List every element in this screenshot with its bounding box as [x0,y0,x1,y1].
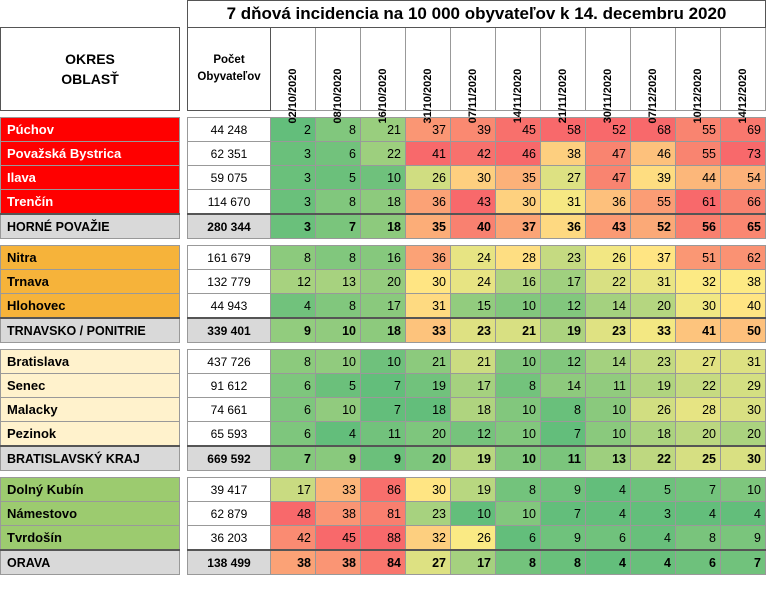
incidence-cell: 55 [631,190,676,215]
incidence-cell: 48 [271,502,316,526]
incidence-cell: 20 [676,422,721,447]
date-column-header [676,28,721,124]
incidence-cell: 42 [271,526,316,551]
incidence-cell: 8 [541,398,586,422]
incidence-cell: 16 [361,246,406,270]
incidence-cell: 55 [676,142,721,166]
incidence-cell: 6 [676,550,721,575]
incidence-cell: 37 [631,246,676,270]
incidence-cell: 10 [316,350,361,374]
date-column-header [496,28,541,124]
date-label: 07/11/2020 [467,68,479,124]
incidence-cell: 23 [631,350,676,374]
incidence-cell: 38 [541,142,586,166]
incidence-cell: 10 [451,502,496,526]
incidence-cell: 5 [316,166,361,190]
incidence-cell: 7 [271,446,316,471]
population-cell: 339 401 [188,318,271,343]
incidence-cell: 8 [316,294,361,319]
district-row [1,398,766,422]
population-cell: 437 726 [188,350,271,374]
date-label: 08/10/2020 [332,68,344,124]
incidence-cell: 36 [406,190,451,215]
incidence-cell: 37 [406,118,451,142]
incidence-cell: 50 [721,318,766,343]
incidence-cell: 14 [586,350,631,374]
incidence-cell: 10 [496,350,541,374]
okres-label: OKRES [65,51,115,67]
incidence-cell: 33 [316,478,361,502]
incidence-cell: 26 [586,246,631,270]
population-cell: 62 351 [188,142,271,166]
incidence-cell: 5 [631,478,676,502]
incidence-cell: 19 [631,374,676,398]
district-name: Ilava [1,166,180,190]
incidence-cell: 33 [406,318,451,343]
incidence-cell: 7 [676,478,721,502]
incidence-cell: 14 [586,294,631,319]
incidence-cell: 65 [721,214,766,239]
district-name: Bratislava [1,350,180,374]
incidence-cell: 46 [631,142,676,166]
incidence-cell: 30 [406,478,451,502]
incidence-cell: 4 [586,502,631,526]
incidence-cell: 10 [586,398,631,422]
incidence-cell: 39 [451,118,496,142]
incidence-cell: 36 [586,190,631,215]
incidence-cell: 66 [721,190,766,215]
incidence-cell: 33 [631,318,676,343]
incidence-cell: 84 [361,550,406,575]
incidence-cell: 4 [721,502,766,526]
incidence-cell: 25 [676,446,721,471]
population-cell: 62 879 [188,502,271,526]
obyvatelov-label: Obyvateľov [197,71,261,83]
incidence-cell: 12 [541,294,586,319]
date-column-header [271,28,316,124]
incidence-cell: 21 [451,350,496,374]
incidence-cell: 28 [676,398,721,422]
district-name: Senec [1,374,180,398]
incidence-cell: 27 [676,350,721,374]
incidence-cell: 15 [451,294,496,319]
region-name: ORAVA [1,550,180,575]
date-label: 07/12/2020 [647,68,659,124]
incidence-cell: 3 [271,190,316,215]
incidence-cell: 20 [721,422,766,447]
incidence-cell: 17 [451,374,496,398]
incidence-cell: 11 [541,446,586,471]
incidence-cell: 8 [496,478,541,502]
incidence-cell: 14 [541,374,586,398]
incidence-cell: 8 [316,246,361,270]
incidence-cell: 31 [721,350,766,374]
incidence-cell: 8 [271,246,316,270]
incidence-cell: 30 [721,398,766,422]
incidence-cell: 10 [316,398,361,422]
incidence-cell: 5 [316,374,361,398]
incidence-cell: 10 [316,318,361,343]
incidence-cell: 19 [406,374,451,398]
incidence-cell: 10 [496,446,541,471]
incidence-cell: 42 [451,142,496,166]
region-name: TRNAVSKO / PONITRIE [1,318,180,343]
population-cell: 280 344 [188,214,271,239]
incidence-cell: 13 [586,446,631,471]
incidence-cell: 46 [496,142,541,166]
population-cell: 59 075 [188,166,271,190]
incidence-cell: 17 [451,550,496,575]
incidence-cell: 9 [721,526,766,551]
incidence-cell: 19 [541,318,586,343]
incidence-cell: 7 [721,550,766,575]
incidence-cell: 58 [541,118,586,142]
incidence-cell: 8 [496,550,541,575]
incidence-cell: 35 [406,214,451,239]
incidence-cell: 43 [451,190,496,215]
incidence-cell: 9 [271,318,316,343]
district-row [1,422,766,447]
incidence-cell: 69 [721,118,766,142]
incidence-cell: 10 [361,350,406,374]
incidence-cell: 47 [586,166,631,190]
district-row [1,246,766,270]
incidence-cell: 10 [496,502,541,526]
incidence-cell: 20 [406,446,451,471]
incidence-cell: 28 [496,246,541,270]
incidence-cell: 4 [586,478,631,502]
incidence-cell: 2 [271,118,316,142]
incidence-cell: 30 [721,446,766,471]
incidence-cell: 10 [496,422,541,447]
incidence-cell: 38 [316,550,361,575]
incidence-cell: 26 [406,166,451,190]
incidence-cell: 31 [406,294,451,319]
date-column-header [631,28,676,124]
district-name: Púchov [1,118,180,142]
incidence-cell: 44 [676,166,721,190]
district-row [1,166,766,190]
district-name: Tvrdošín [1,526,180,551]
incidence-cell: 26 [631,398,676,422]
incidence-cell: 3 [271,166,316,190]
incidence-cell: 10 [496,398,541,422]
incidence-cell: 22 [676,374,721,398]
incidence-cell: 4 [631,526,676,551]
date-label: 14/12/2020 [737,68,749,124]
incidence-cell: 19 [451,478,496,502]
incidence-cell: 24 [451,270,496,294]
incidence-cell: 8 [316,118,361,142]
incidence-cell: 19 [451,446,496,471]
incidence-cell: 54 [721,166,766,190]
incidence-cell: 4 [676,502,721,526]
population-cell: 44 248 [188,118,271,142]
incidence-cell: 38 [721,270,766,294]
incidence-cell: 31 [631,270,676,294]
population-cell: 44 943 [188,294,271,319]
incidence-cell: 73 [721,142,766,166]
date-label: 10/12/2020 [692,68,704,124]
incidence-cell: 10 [361,166,406,190]
incidence-cell: 18 [631,422,676,447]
incidence-cell: 9 [541,478,586,502]
incidence-cell: 18 [451,398,496,422]
incidence-cell: 6 [586,526,631,551]
incidence-cell: 18 [361,318,406,343]
incidence-cell: 9 [316,446,361,471]
incidence-cell: 20 [361,270,406,294]
incidence-cell: 4 [586,550,631,575]
incidence-cell: 62 [721,246,766,270]
region-summary-row [1,318,766,343]
incidence-cell: 7 [361,398,406,422]
okres-header [1,28,180,111]
incidence-cell: 35 [496,166,541,190]
incidence-cell: 45 [496,118,541,142]
incidence-cell: 41 [676,318,721,343]
district-name: Námestovo [1,502,180,526]
date-label: 21/11/2020 [557,68,569,124]
oblast-label: OBLASŤ [61,71,119,87]
region-name: HORNÉ POVAŽIE [1,214,180,239]
date-column-header [541,28,586,124]
incidence-cell: 17 [361,294,406,319]
incidence-cell: 21 [496,318,541,343]
date-label: 14/11/2020 [512,68,524,124]
incidence-cell: 10 [586,422,631,447]
incidence-cell: 22 [361,142,406,166]
incidence-cell: 81 [361,502,406,526]
region-summary-row [1,214,766,239]
incidence-cell: 8 [316,190,361,215]
date-column-header [586,28,631,124]
incidence-cell: 29 [721,374,766,398]
incidence-cell: 17 [541,270,586,294]
incidence-cell: 6 [316,142,361,166]
district-name: Trenčín [1,190,180,215]
incidence-cell: 32 [676,270,721,294]
incidence-cell: 7 [541,422,586,447]
pocet-label: Počet [213,54,245,66]
population-cell: 114 670 [188,190,271,215]
incidence-cell: 17 [271,478,316,502]
incidence-cell: 16 [496,270,541,294]
incidence-cell: 6 [271,374,316,398]
date-column-header [406,28,451,124]
population-cell: 74 661 [188,398,271,422]
incidence-cell: 32 [406,526,451,551]
incidence-cell: 10 [496,294,541,319]
district-row [1,294,766,319]
incidence-cell: 43 [586,214,631,239]
incidence-cell: 4 [271,294,316,319]
incidence-cell: 68 [631,118,676,142]
district-row [1,350,766,374]
incidence-cell: 11 [586,374,631,398]
incidence-cell: 23 [586,318,631,343]
incidence-cell: 21 [361,118,406,142]
incidence-cell: 36 [406,246,451,270]
district-row [1,502,766,526]
incidence-cell: 36 [541,214,586,239]
population-cell: 91 612 [188,374,271,398]
incidence-cell: 61 [676,190,721,215]
incidence-cell: 30 [406,270,451,294]
incidence-cell: 24 [451,246,496,270]
incidence-cell: 4 [316,422,361,447]
incidence-cell: 20 [631,294,676,319]
region-name: BRATISLAVSKÝ KRAJ [1,446,180,471]
district-name: Dolný Kubín [1,478,180,502]
population-cell: 132 779 [188,270,271,294]
incidence-cell: 18 [361,214,406,239]
date-column-header [361,28,406,124]
district-row [1,270,766,294]
incidence-cell: 45 [316,526,361,551]
population-cell: 39 417 [188,478,271,502]
incidence-cell: 6 [496,526,541,551]
incidence-cell: 12 [451,422,496,447]
incidence-cell: 13 [316,270,361,294]
incidence-cell: 12 [541,350,586,374]
district-name: Hlohovec [1,294,180,319]
incidence-cell: 37 [496,214,541,239]
incidence-cell: 40 [721,294,766,319]
population-cell: 138 499 [188,550,271,575]
incidence-cell: 3 [271,214,316,239]
date-label: 02/10/2020 [287,68,299,124]
incidence-cell: 9 [541,526,586,551]
incidence-cell: 27 [406,550,451,575]
incidence-cell: 38 [271,550,316,575]
incidence-cell: 52 [631,214,676,239]
incidence-cell: 10 [721,478,766,502]
population-cell: 36 203 [188,526,271,551]
incidence-cell: 55 [676,118,721,142]
incidence-cell: 56 [676,214,721,239]
population-cell: 669 592 [188,446,271,471]
district-name: Pezinok [1,422,180,447]
incidence-cell: 22 [631,446,676,471]
incidence-cell: 23 [451,318,496,343]
district-name: Malacky [1,398,180,422]
incidence-cell: 27 [541,166,586,190]
incidence-cell: 8 [541,550,586,575]
district-name: Trnava [1,270,180,294]
incidence-cell: 30 [451,166,496,190]
incidence-cell: 39 [631,166,676,190]
incidence-cell: 47 [586,142,631,166]
incidence-cell: 8 [496,374,541,398]
incidence-cell: 20 [406,422,451,447]
incidence-cell: 23 [406,502,451,526]
incidence-cell: 18 [361,190,406,215]
incidence-cell: 4 [631,550,676,575]
incidence-cell: 8 [676,526,721,551]
incidence-cell: 6 [271,398,316,422]
incidence-cell: 23 [541,246,586,270]
incidence-cell: 26 [451,526,496,551]
pocet-header [188,28,271,111]
incidence-cell: 30 [496,190,541,215]
incidence-cell: 7 [316,214,361,239]
incidence-cell: 52 [586,118,631,142]
incidence-cell: 12 [271,270,316,294]
table-title: 7 dňová incidencia na 10 000 obyvateľov k 14. decembru 2020 [188,1,766,28]
district-name: Nitra [1,246,180,270]
date-column-header [451,28,496,124]
date-column-header [721,28,766,124]
incidence-cell: 18 [406,398,451,422]
incidence-cell: 7 [361,374,406,398]
incidence-cell: 88 [361,526,406,551]
incidence-cell: 21 [406,350,451,374]
region-summary-row [1,550,766,575]
incidence-cell: 40 [451,214,496,239]
district-row [1,190,766,215]
incidence-cell: 3 [631,502,676,526]
incidence-cell: 7 [541,502,586,526]
district-name: Považská Bystrica [1,142,180,166]
region-summary-row [1,446,766,471]
incidence-cell: 3 [271,142,316,166]
incidence-cell: 11 [361,422,406,447]
district-row [1,142,766,166]
incidence-cell: 9 [361,446,406,471]
population-cell: 161 679 [188,246,271,270]
district-row [1,478,766,502]
incidence-cell: 86 [361,478,406,502]
date-column-header [316,28,361,124]
incidence-cell: 30 [676,294,721,319]
incidence-cell: 41 [406,142,451,166]
date-label: 30/11/2020 [602,68,614,124]
population-cell: 65 593 [188,422,271,447]
incidence-cell: 51 [676,246,721,270]
incidence-cell: 6 [271,422,316,447]
district-row [1,374,766,398]
date-label: 16/10/2020 [377,68,389,124]
incidence-cell: 22 [586,270,631,294]
incidence-cell: 8 [271,350,316,374]
incidence-cell: 38 [316,502,361,526]
district-row [1,526,766,551]
incidence-cell: 31 [541,190,586,215]
date-label: 31/10/2020 [422,68,434,124]
